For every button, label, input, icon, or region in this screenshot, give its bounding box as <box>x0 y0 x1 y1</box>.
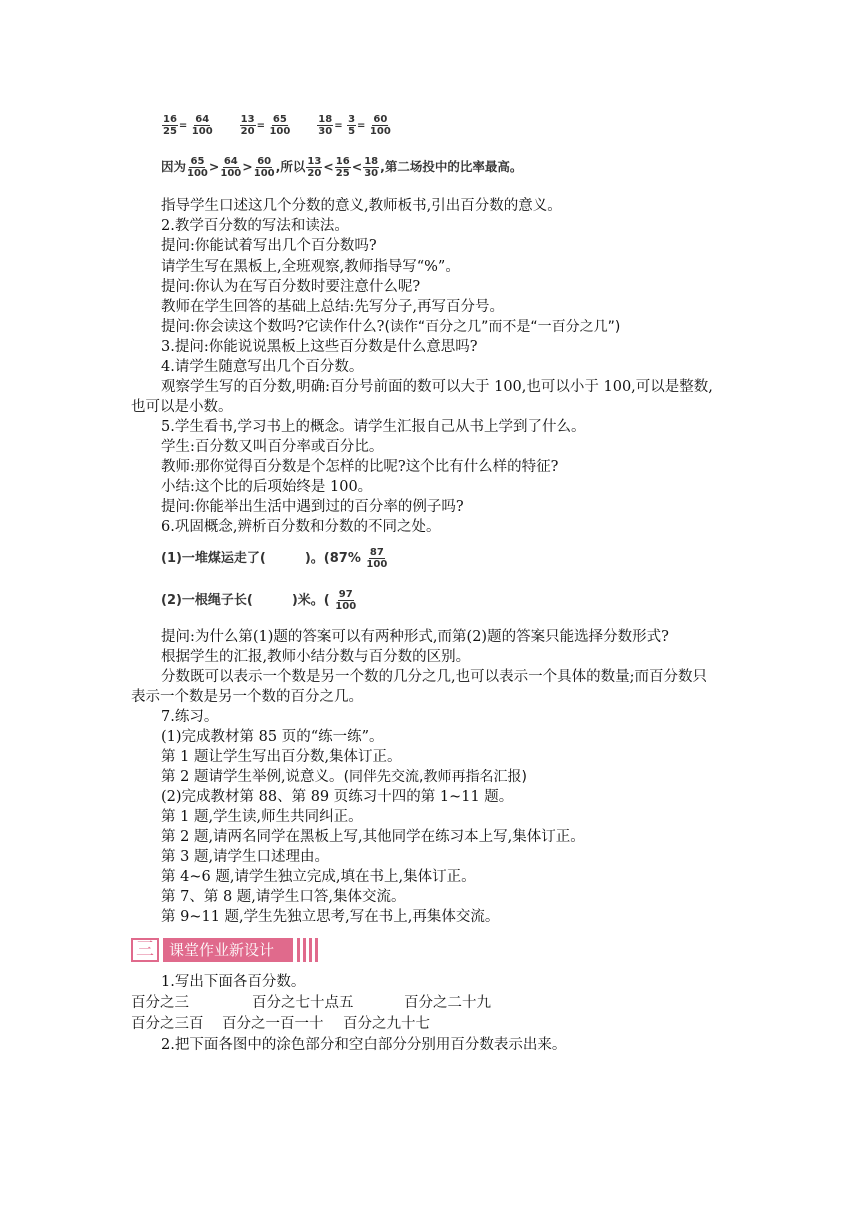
paragraph: (1)完成教材第 85 页的“练一练”。 <box>161 729 384 745</box>
paragraph: 教师在学生回答的基础上总结:先写分子,再写百分号。 <box>161 299 504 315</box>
homework-item: 百分之三 <box>131 995 189 1011</box>
paragraph: 提问:你会读这个数吗?它读作什么?(读作“百分之几”而不是“一百分之几”) <box>161 319 621 335</box>
paragraph: 也可以是小数。 <box>131 399 233 415</box>
homework-item: 百分之七十点五 <box>252 995 354 1011</box>
read-note: (读作“百分之几”而不是“一百分之几”) <box>384 319 621 335</box>
paragraph: 教师:那你觉得百分数是个怎样的比呢?这个比有什么样的特征? <box>161 459 559 475</box>
section-header <box>131 938 323 962</box>
paragraph: 提问:你认为在写百分数时要注意什么呢? <box>161 279 421 295</box>
discuss-note: (同伴先交流,教师再指名汇报) <box>343 769 527 785</box>
paragraph: 提问:为什么第(1)题的答案可以有两种形式,而第(2)题的答案只能选择分数形式? <box>161 629 669 645</box>
paragraph: 第 1 题让学生写出百分数,集体订正。 <box>161 749 402 765</box>
paragraph: 2.教学百分数的写法和读法。 <box>161 218 349 234</box>
homework-item: 百分之一百一十 <box>222 1016 324 1032</box>
paragraph: 5.学生看书,学习书上的概念。请学生汇报自己从书上学到了什么。 <box>161 419 586 435</box>
homework-question-1: 1.写出下面各百分数。 <box>161 974 306 990</box>
paragraph: (2)完成教材第 88、第 89 页练习十四的第 1~11 题。 <box>161 789 514 805</box>
paragraph: 7.练习。 <box>161 709 219 725</box>
header-bar-decoration <box>303 938 306 962</box>
paragraph: 提问:你能试着写出几个百分数吗? <box>161 238 377 254</box>
homework-item: 百分之三百 <box>131 1016 204 1032</box>
homework-item: 百分之九十七 <box>343 1016 430 1032</box>
paragraph: 6.巩固概念,辨析百分数和分数的不同之处。 <box>161 519 441 535</box>
paragraph: 分数既可以表示一个数是另一个数的几分之几,也可以表示一个具体的数量;而百分数只 <box>161 669 707 685</box>
section-number: 三 <box>131 938 159 962</box>
paragraph: 第 1 题,学生读,师生共同纠正。 <box>161 809 363 825</box>
paragraph: 第 9~11 题,学生先独立思考,写在书上,再集体交流。 <box>161 909 500 925</box>
paragraph: 观察学生写的百分数,明确:百分号前面的数可以大于 100,也可以小于 100,可以是整数, <box>161 379 713 395</box>
fraction-compare-line: 因为 $\frac{65}{100}$ > $\frac{64}{100}$ > $\frac{60}{100}$ ,所以 $\frac{13}{20}$ < $\frac{16}{25}$ < $\frac{18}{30}$ ,第二场投中的比率最高。 <box>161 156 523 179</box>
paragraph: 提问:你能举出生活中遇到过的百分率的例子吗? <box>161 499 464 515</box>
paragraph: 根据学生的汇报,教师小结分数与百分数的区别。 <box>161 649 471 665</box>
paragraph: 4.请学生随意写出几个百分数。 <box>161 359 364 375</box>
fraction-row-top: $\frac{16}{25}$ = $\frac{64}{100}$ $\frac{13}{20}$ = $\frac{65}{100}$ $\frac{18}{30}$ = $\frac{3}{5}$ = $\frac{60}{100}$ <box>163 114 391 137</box>
header-bar-decoration <box>309 938 312 962</box>
paragraph: 第 3 题,请学生口述理由。 <box>161 849 330 865</box>
section-title: 课堂作业新设计 <box>163 938 293 962</box>
paragraph: 第 2 题,请两名同学在黑板上写,其他同学在练习本上写,集体订正。 <box>161 829 585 845</box>
paragraph: 学生:百分数又叫百分率或百分比。 <box>161 439 384 455</box>
homework-item: 百分之二十九 <box>404 995 491 1011</box>
homework-question-2: 2.把下面各图中的涂色部分和空白部分分别用百分数表示出来。 <box>161 1037 567 1053</box>
paragraph: 小结:这个比的后项始终是 100。 <box>161 479 373 495</box>
header-bar-decoration <box>315 938 318 962</box>
paragraph: 第 7、第 8 题,请学生口答,集体交流。 <box>161 889 406 905</box>
paragraph: 3.提问:你能说说黑板上这些百分数是什么意思吗? <box>161 339 478 355</box>
paragraph: 第 2 题请学生举例,说意义。(同伴先交流,教师再指名汇报) <box>161 769 527 785</box>
paragraph: 请学生写在黑板上,全班观察,教师指导写“%”。 <box>161 259 460 275</box>
paragraph: 表示一个数是另一个数的百分之几。 <box>131 689 363 705</box>
header-bar-decoration <box>297 938 300 962</box>
paragraph: 指导学生口述这几个分数的意义,教师板书,引出百分数的意义。 <box>161 198 562 214</box>
exercise-figure-q2: (2)一根绳子长( )米。( $\frac{97}{100}$ <box>161 589 357 612</box>
fraction-figure-1 <box>161 114 391 160</box>
paragraph: 第 4~6 题,请学生独立完成,填在书上,集体订正。 <box>161 869 476 885</box>
exercise-figure-q1: (1)一堆煤运走了( )。(87% $\frac{87}{100}$ <box>161 547 388 570</box>
